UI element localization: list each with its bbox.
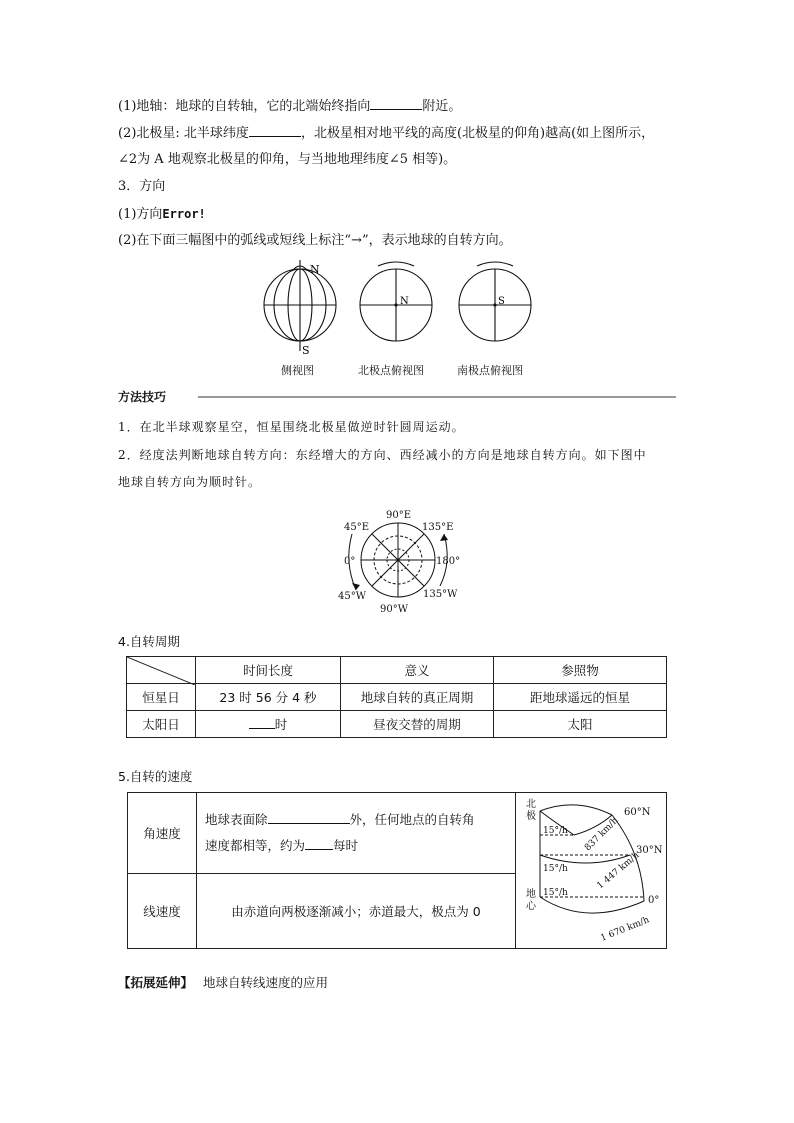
- side-n-label: N: [310, 263, 320, 276]
- south-s-label: S: [498, 296, 505, 307]
- angular-label: 角速度: [128, 793, 197, 874]
- solar-length-suffix: 时: [274, 717, 288, 732]
- error-text: Error!: [162, 207, 206, 221]
- label-135e: 135°E: [422, 522, 454, 533]
- arrowhead-right: [440, 534, 448, 541]
- angular-15-bottom: 15°/h: [543, 888, 568, 898]
- solar-name: 太阳日: [127, 711, 196, 738]
- solar-length-blank[interactable]: [249, 716, 275, 729]
- polaris-line-2: ∠2为 A 地观察北极星的仰角，与当地地理纬度∠5 相等)。: [118, 152, 457, 167]
- side-s-label: S: [302, 344, 310, 357]
- speed-30-label: 1 447 km/h: [595, 850, 642, 892]
- angular-blank-2[interactable]: [305, 837, 333, 850]
- table-row: [127, 657, 667, 684]
- speed-heading: 5.自转的速度: [118, 769, 193, 784]
- latitude-60n: 60°N: [624, 807, 651, 818]
- angular-mid: 外，任何地点的自转角: [349, 812, 475, 827]
- latitude-0: 0°: [648, 895, 660, 906]
- speed-diagram-cell: [516, 793, 667, 949]
- speed-60-label: 837 km/h: [583, 815, 621, 854]
- tip-2a: 2．经度法判断地球自转方向：东经增大的方向、西经减小的方向是地球自转方向。如下图中: [118, 448, 647, 462]
- side-view-caption: 侧视图: [281, 364, 314, 377]
- earth-center-char-1: 地: [526, 889, 536, 900]
- north-pole-char-2: 极: [526, 811, 536, 822]
- diagonal-line: [127, 657, 195, 685]
- direction-line-1: [118, 205, 206, 224]
- solar-reference: 太阳: [494, 711, 667, 738]
- arrowhead-left: [352, 583, 360, 590]
- latitude-30n: 30°N: [636, 845, 663, 856]
- axis-line: [118, 97, 461, 116]
- axis-blank[interactable]: [370, 97, 422, 110]
- angular-line2-post: 每时: [333, 838, 359, 853]
- label-90w: 90°W: [380, 604, 409, 615]
- speed-table: [127, 792, 667, 949]
- header-reference: 参照物: [494, 657, 667, 684]
- label-135w: 135°W: [423, 589, 458, 600]
- angular-content: [197, 793, 516, 874]
- north-view-caption: 北极点俯视图: [358, 364, 424, 377]
- direction-line-2: (2)在下面三幅图中的弧线或短线上标注“→”，表示地球的自转方向。: [118, 233, 512, 248]
- axis-text-end: 附近。: [422, 99, 462, 114]
- north-pole-char-1: 北: [526, 799, 536, 810]
- header-length: 时间长度: [196, 657, 341, 684]
- earth-center-char-2: 心: [526, 901, 536, 912]
- angular-pre: 地球表面除: [205, 812, 268, 827]
- angular-15-mid: 15°/h: [543, 864, 568, 874]
- sidereal-reference: 距地球遥远的恒星: [494, 684, 667, 711]
- methods-section-header: [118, 388, 678, 406]
- direction-label: (1)方向: [118, 207, 163, 222]
- polaris-text-end: ，北极星相对地平线的高度(北极星的仰角)越高(如上图所示，: [300, 126, 655, 141]
- north-center-dot: [394, 303, 397, 306]
- table-row: [127, 711, 667, 738]
- period-heading: 4.自转周期: [118, 634, 180, 649]
- angular-line-1: [205, 807, 515, 833]
- sidereal-meaning: 地球自转的真正周期: [341, 684, 494, 711]
- direction-heading: 3．方向: [118, 179, 166, 194]
- tip-2b: 地球自转方向为顺时针。: [118, 475, 262, 489]
- polaris-line-1: [118, 124, 654, 143]
- extension-title: 地球自转线速度的应用: [203, 975, 329, 990]
- angular-line-2: [205, 833, 515, 859]
- north-view-globe[interactable]: [360, 262, 432, 341]
- table-row: [127, 684, 667, 711]
- speed-0-label: 1 670 km/h: [599, 915, 651, 944]
- period-table: [126, 656, 667, 738]
- label-45w: 45°W: [338, 591, 367, 602]
- label-90e: 90°E: [386, 510, 412, 521]
- header-meaning: 意义: [341, 657, 494, 684]
- side-view-globe[interactable]: [264, 260, 336, 351]
- polaris-blank[interactable]: [249, 124, 301, 137]
- angular-15-top: 15°/h: [543, 826, 568, 836]
- linear-content: 由赤道向两极逐渐减小；赤道最大，极点为 0: [197, 874, 516, 949]
- angular-line2-pre: 速度都相等，约为: [205, 838, 306, 853]
- sidereal-name: 恒星日: [127, 684, 196, 711]
- diagonal-header-cell: [127, 657, 196, 684]
- polaris-text: (2)北极星: 北半球纬度: [118, 126, 249, 141]
- table-row: [128, 793, 667, 874]
- solar-length: [196, 711, 341, 738]
- speed-diagram: [516, 793, 675, 949]
- methods-title: 方法技巧: [118, 390, 167, 404]
- sidereal-length: 23 时 56 分 4 秒: [196, 684, 341, 711]
- angular-blank-1[interactable]: [268, 811, 350, 824]
- label-180: 180°: [436, 556, 461, 567]
- linear-label: 线速度: [128, 874, 197, 949]
- longitude-diagram: [330, 502, 470, 618]
- south-view-caption: 南极点俯视图: [457, 364, 523, 377]
- north-n-label: N: [400, 296, 409, 307]
- label-45e: 45°E: [344, 522, 370, 533]
- extension-bracket: 【拓展延伸】: [118, 975, 194, 990]
- globes-figure: [255, 258, 545, 358]
- extension-line: [118, 974, 328, 992]
- south-view-globe[interactable]: [459, 262, 531, 341]
- label-0: 0°: [344, 556, 356, 567]
- south-center-dot: [493, 303, 496, 306]
- solar-meaning: 昼夜交替的周期: [341, 711, 494, 738]
- axis-text: (1)地轴：地球的自转轴，它的北端始终指向: [118, 99, 371, 114]
- methods-rule: [198, 396, 676, 398]
- tip-1: 1．在北半球观察星空，恒星围绕北极星做逆时针圆周运动。: [118, 420, 465, 434]
